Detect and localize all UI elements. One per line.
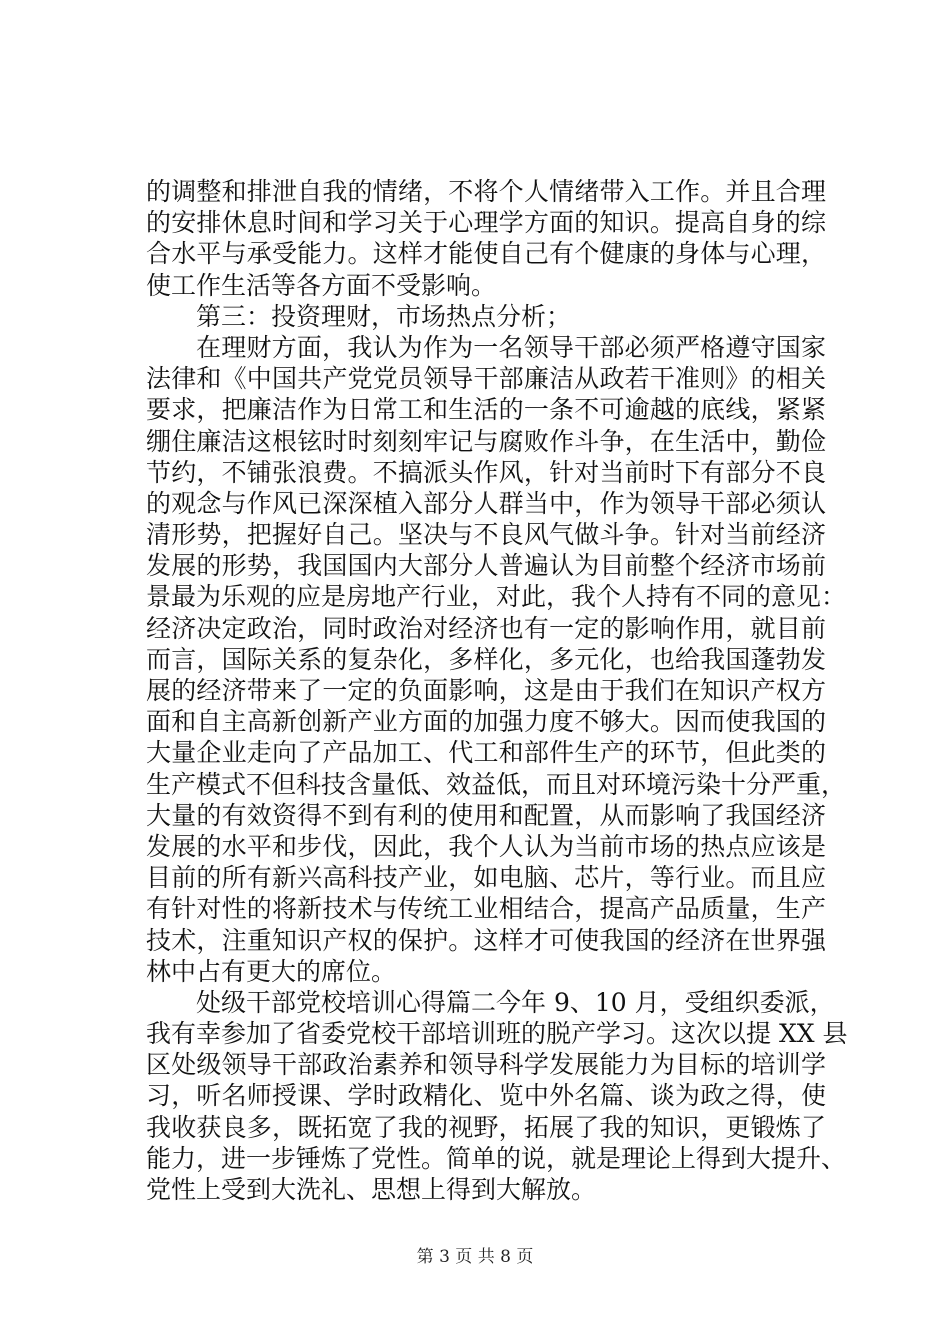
paragraph-3-line: 而言，国际关系的复杂化，多样化，多元化，也给我国蓬勃发: [146, 644, 826, 674]
paragraph-3-line: 林中占有更大的席位。: [146, 956, 397, 986]
paragraph-1-line: 合水平与承受能力。这样才能使自己有个健康的身体与心理，: [146, 239, 826, 269]
paragraph-1-line: 的安排休息时间和学习关于心理学方面的知识。提高自身的综: [146, 208, 826, 238]
paragraph-3-line: 要求，把廉洁作为日常工和生活的一条不可逾越的底线，紧紧: [146, 395, 826, 425]
paragraph-3-line: 在理财方面，我认为作为一名领导干部必须严格遵守国家: [196, 332, 826, 362]
paragraph-3-line: 有针对性的将新技术与传统工业相结合，提高产品质量，生产: [146, 894, 826, 924]
paragraph-4-line: 处级干部党校培训心得篇二今年 9、10 月，受组织委派，: [196, 987, 835, 1017]
paragraph-3-line: 发展的形势，我国国内大部分人普遍认为目前整个经济市场前: [146, 551, 826, 581]
paragraph-3-line: 景最为乐观的应是房地产行业，对此，我个人持有不同的意见：: [146, 582, 847, 612]
paragraph-3-line: 的观念与作风已深深植入部分人群当中，作为领导干部必须认: [146, 488, 826, 518]
paragraph-3-line: 发展的水平和步伐，因此，我个人认为当前市场的热点应该是: [146, 831, 826, 861]
paragraph-3-line: 生产模式不但科技含量低、效益低，而且对环境污染十分严重，: [146, 769, 847, 799]
paragraph-4-line: 我有幸参加了省委党校干部培训班的脱产学习。这次以提 XX 县: [146, 1019, 848, 1049]
paragraph-3-line: 节约，不铺张浪费。不搞派头作风，针对当前时下有部分不良: [146, 457, 826, 487]
paragraph-4-line: 能力，进一步锤炼了党性。简单的说，就是理论上得到大提升、: [146, 1143, 847, 1173]
paragraph-3-line: 清形势，把握好自己。坚决与不良风气做斗争。针对当前经济: [146, 520, 826, 550]
paragraph-3-line: 经济决定政治，同时政治对经济也有一定的影响作用，就目前: [146, 613, 826, 643]
paragraph-4-line: 区处级领导干部政治素养和领导科学发展能力为目标的培训学: [146, 1050, 826, 1080]
paragraph-4-line: 习，听名师授课、学时政精化、览中外名篇、谈为政之得，使: [146, 1081, 826, 1111]
paragraph-4-line: 我收获良多，既拓宽了我的视野，拓展了我的知识，更锻炼了: [146, 1112, 826, 1142]
paragraph-2-line: 第三：投资理财，市场热点分析；: [196, 301, 572, 331]
paragraph-1-line: 的调整和排泄自我的情绪，不将个人情绪带入工作。并且合理: [146, 177, 826, 206]
paragraph-3-line: 展的经济带来了一定的负面影响，这是由于我们在知识产权方: [146, 676, 826, 705]
page-footer: 第 3 页 共 8 页: [416, 1247, 534, 1267]
paragraph-3-line: 面和自主高新创新产业方面的加强力度不够大。因而使我国的: [146, 707, 826, 737]
document-body: [146, 176, 848, 1205]
paragraph-3-line: 技术，注重知识产权的保护。这样才可使我国的经济在世界强: [146, 925, 826, 955]
paragraph-3-line: 绷住廉洁这根铉时时刻刻牢记与腐败作斗争，在生活中，勤俭: [146, 426, 826, 456]
paragraph-3-line: 法律和《中国共产党党员领导干部廉洁从政若干准则》的相关: [146, 364, 826, 394]
paragraph-3-line: 大量的有效资得不到有利的使用和配置，从而影响了我国经济: [146, 800, 826, 830]
paragraph-3-line: 大量企业走向了产品加工、代工和部件生产的环节，但此类的: [146, 738, 826, 768]
paragraph-4-line: 党性上受到大洗礼、思想上得到大解放。: [146, 1175, 597, 1204]
paragraph-1-line: 使工作生活等各方面不受影响。: [146, 270, 497, 300]
paragraph-3-line: 目前的所有新兴高科技产业，如电脑、芯片，等行业。而且应: [146, 863, 826, 893]
